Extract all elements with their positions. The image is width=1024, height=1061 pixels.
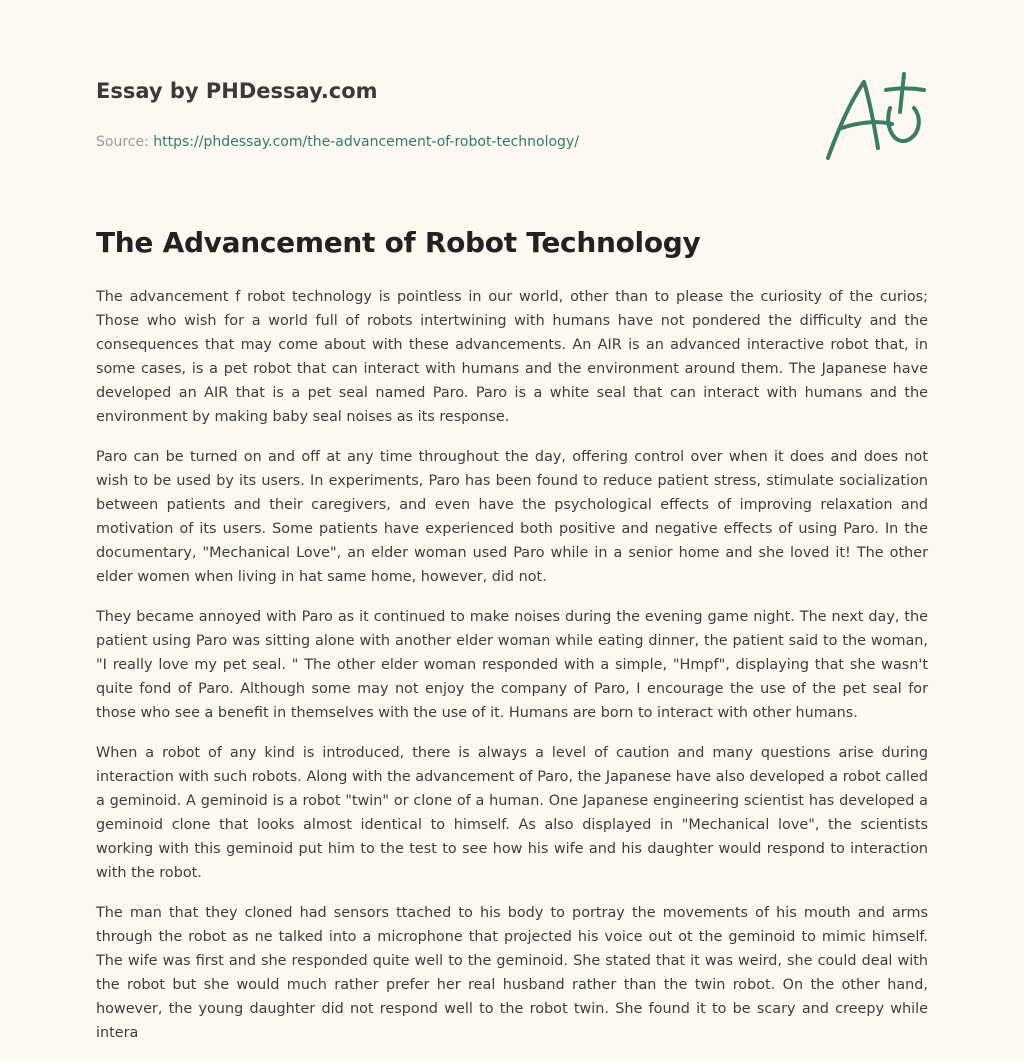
paragraph: When a robot of any kind is introduced, there is always a level of caution and many questions arise during interaction with such robots. Along with the advancement of Paro, the Japanese have also developed a robot called a geminoid. A geminoid is a robot "twin" or clone of a human. One Japanese engineering scientist has developed a geminoid clone that looks almost identical to himself. As also displayed in "Mechanical love", the scientists working with this geminoid put him to the test to see how his wife and his daughter would respond to interaction with the robot. — [96, 745, 928, 881]
source-link[interactable]: https://phdessay.com/the-advancement-of-robot-technology/ — [153, 134, 579, 150]
paragraph: They became annoyed with Paro as it continued to make noises during the evening game night. The next day, the patient using Paro was sitting alone with another elder woman while eating dinner, the patient said to the woman, "I really love my pet seal. " The other elder woman responded with a simple, "Hmpf", displaying that she wasn't quite fond of Paro. Although some may not enjoy the company of Paro, I encourage the use of the pet seal for those who see a benefit in themselves with the use of it. Humans are born to interact with other humans. — [96, 609, 928, 721]
article-body — [96, 285, 928, 1061]
paragraph: The man that they cloned had sensors ttached to his body to portray the movements of his mouth and arms through the robot as ne talked into a microphone that projected his voice out ot the geminoid to mimic himself. The wife was first and she responded quite well to the geminoid. She stated that it was weird, she could deal with the robot but she would much rather prefer her real husband rather than the twin robot. On the other hand, however, the young daughter did not respond well to the robot twin. She found it to be scary and creepy while intera — [96, 905, 928, 1041]
article-title: The Advancement of Robot Technology — [96, 226, 701, 259]
site-header — [96, 78, 796, 151]
brand-name: Essay by PHDessay.com — [96, 79, 378, 103]
a-plus-grade-icon — [820, 68, 930, 168]
source-label: Source: — [96, 134, 154, 150]
source-line — [96, 133, 796, 151]
paragraph: Paro can be turned on and off at any time throughout the day, offering control over when it does and does not wish to be used by its users. In experiments, Paro has been found to reduce patient stress, stimulate socialization between patients and their caregivers, and even have the psychological effects of improving relaxation and motivation of its users. Some patients have experienced both positive and negative effects of using Paro. In the documentary, "Mechanical Love", an elder woman used Paro while in a senior home and she loved it! The other elder women when living in hat same home, however, did not. — [96, 449, 928, 585]
paragraph: The advancement f robot technology is pointless in our world, other than to please the curiosity of the curios; Those who wish for a world full of robots intertwining with humans have not pondered the difficulty and the consequences that may come about with these advancements. An AIR is an advanced interactive robot that, in some cases, is a pet robot that can interact with humans and the environment around them. The Japanese have developed an AIR that is a pet seal named Paro. Paro is a white seal that can interact with humans and the environment by making baby seal noises as its response. — [96, 289, 928, 425]
